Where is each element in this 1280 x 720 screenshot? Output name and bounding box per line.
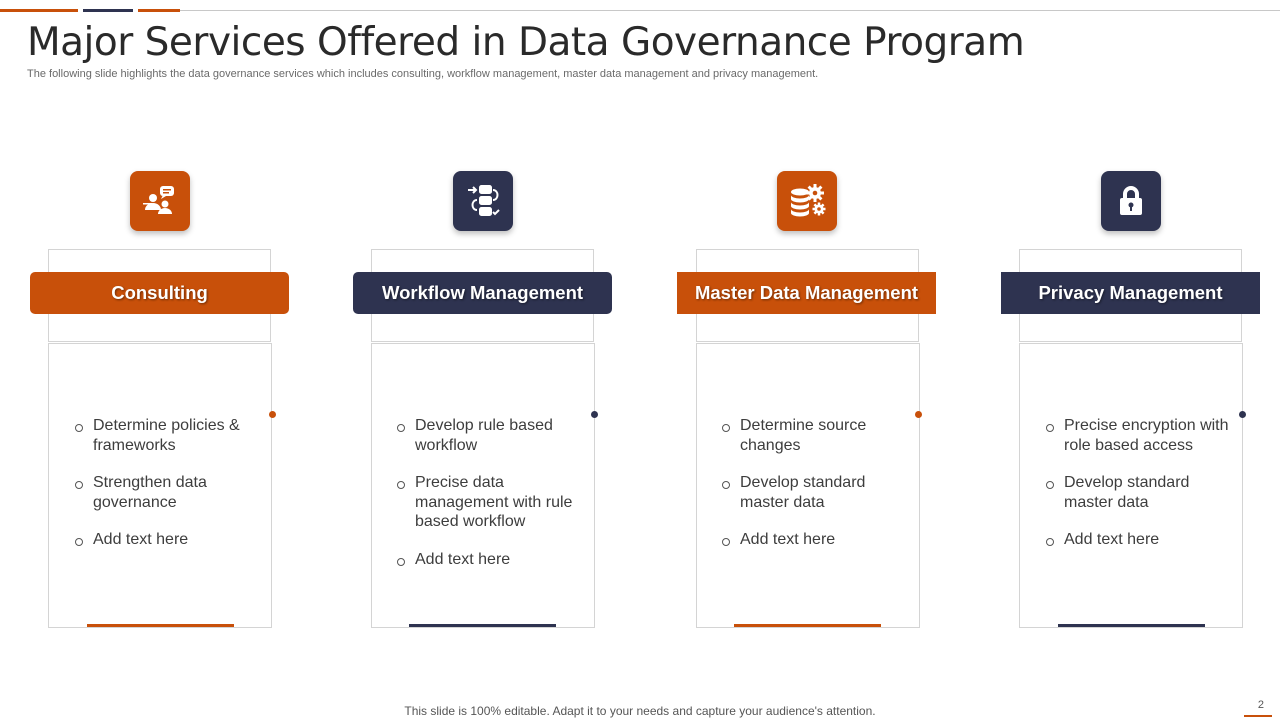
list-item: Determine source changes [721, 416, 906, 455]
list-item: Precise data management with rule based workflow [396, 473, 581, 532]
list-item: Strengthen data governance [74, 473, 259, 512]
accent-dot [269, 411, 276, 418]
bullet-circle-icon [397, 558, 405, 566]
bullet-circle-icon [1046, 481, 1054, 489]
service-label-privacy-management: Privacy Management [1001, 272, 1260, 314]
list-item: Precise encryption with role based access [1045, 416, 1230, 455]
page-number-underline [1244, 715, 1272, 717]
bullet-circle-icon [397, 424, 405, 432]
list-item: Add text here [74, 530, 259, 550]
bullet-circle-icon [397, 481, 405, 489]
service-label-consulting: Consulting [30, 272, 289, 314]
list-item: Add text here [396, 550, 581, 570]
top-accent-bar-navy [83, 9, 133, 12]
list-item: Develop standard master data [721, 473, 906, 512]
list-item: Develop rule based workflow [396, 416, 581, 455]
bullet-circle-icon [722, 538, 730, 546]
workflow-list-icon [453, 171, 513, 231]
bullet-list [721, 416, 906, 568]
footer-editable-note: This slide is 100% editable. Adapt it to your needs and capture your audience's attention. [404, 704, 876, 718]
database-gears-icon [777, 171, 837, 231]
slide-subtitle: The following slide highlights the data governance services which includes consulting, workflow management, master data management and privacy management. [27, 68, 819, 80]
bullet-circle-icon [75, 538, 83, 546]
bullet-circle-icon [75, 424, 83, 432]
card-bottom-accent [734, 624, 881, 627]
bullet-list [74, 416, 259, 568]
service-label-workflow-management: Workflow Management [353, 272, 612, 314]
card-bottom-accent [409, 624, 556, 627]
list-item: Add text here [721, 530, 906, 550]
bullet-list [396, 416, 581, 587]
consulting-people-chat-icon [130, 171, 190, 231]
top-divider-line [180, 10, 1280, 11]
top-accent-bar-orange-2 [138, 9, 180, 12]
card-bottom-accent [87, 624, 234, 627]
accent-dot [915, 411, 922, 418]
top-accent-bar-orange-1 [0, 9, 78, 12]
service-label-master-data-management: Master Data Management [677, 272, 936, 314]
bullet-circle-icon [1046, 424, 1054, 432]
bullet-circle-icon [1046, 538, 1054, 546]
bullet-circle-icon [75, 481, 83, 489]
bullet-circle-icon [722, 481, 730, 489]
list-item: Add text here [1045, 530, 1230, 550]
bullet-circle-icon [722, 424, 730, 432]
accent-dot [1239, 411, 1246, 418]
card-bottom-accent [1058, 624, 1205, 627]
accent-dot [591, 411, 598, 418]
page-number: 2 [1257, 699, 1264, 711]
list-item: Develop standard master data [1045, 473, 1230, 512]
bullet-list [1045, 416, 1230, 568]
list-item: Determine policies & frameworks [74, 416, 259, 455]
padlock-icon [1101, 171, 1161, 231]
slide-title: Major Services Offered in Data Governance Program [27, 20, 1025, 65]
